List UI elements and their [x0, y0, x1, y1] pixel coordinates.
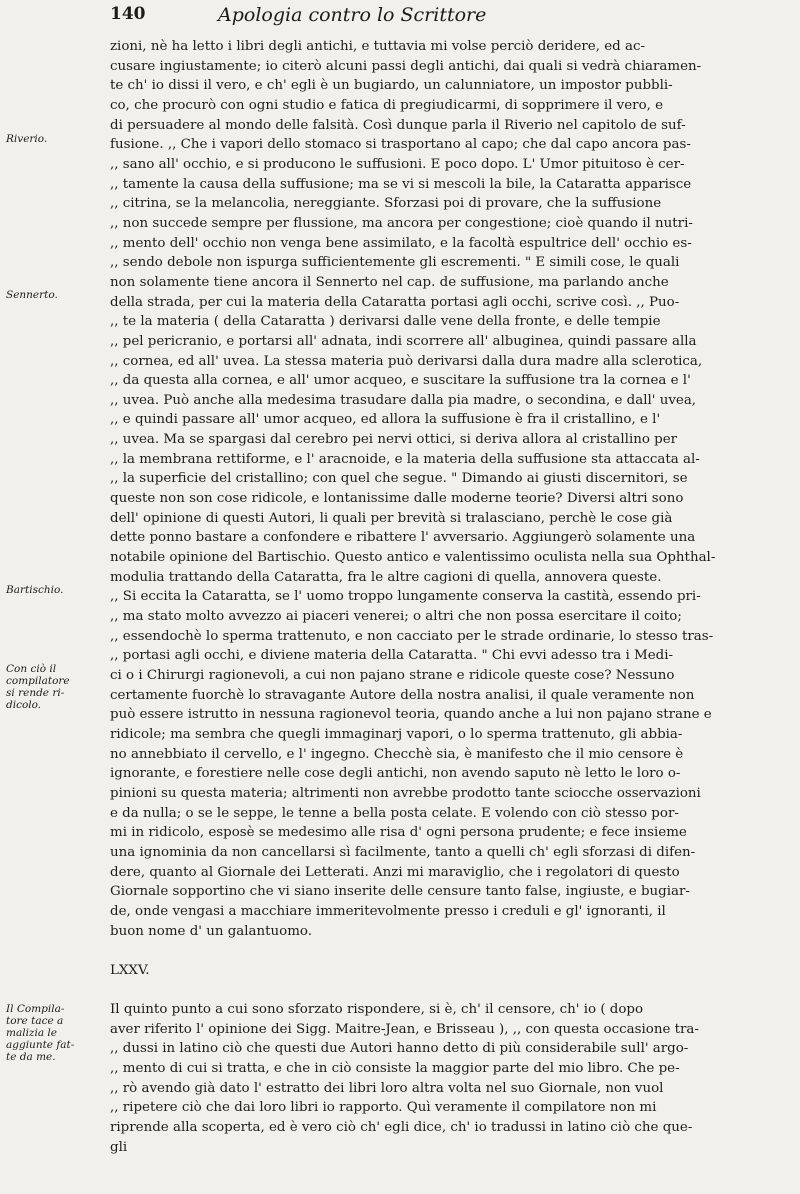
text-line: ,, citrina, se la melancolia, nereggiante. Sforzasi poi di provare, che la suffusione	[110, 196, 662, 212]
text-line: di persuadere al mondo delle falsità. Così dunque parla il Riverio nel capitolo de suf-	[110, 117, 686, 133]
text-line: dette ponno bastare a confondere e ribattere l' avversario. Aggiungerò solamente una	[110, 530, 696, 546]
text-line: ,, uvea. Ma se spargasi dal cerebro pei nervi ottici, si deriva allora al cristallino per	[110, 432, 678, 448]
text-line: ,, sano all' occhio, e si producono le suffusioni. E poco dopo. L' Umor pituitoso è cer-	[110, 156, 685, 172]
text-line: della strada, per cui la materia della Cataratta portasi agli occhi, scrive così. ,, Puo-	[110, 294, 680, 310]
text-line: ,, te la materia ( della Cataratta ) derivarsi dalle vene della fronte, e delle tempie	[110, 314, 661, 330]
text-line: zioni, nè ha letto i libri degli antichi, e tuttavia mi volse perciò deridere, ed ac-	[110, 39, 645, 54]
text-line: ignorante, e forestiere nelle cose degli antichi, non avendo saputo nè letto le loro o-	[110, 766, 681, 782]
text-line: modulia trattando della Cataratta, fra le altre cagioni di quella, annovera queste.	[110, 569, 662, 585]
text-line: ,, tamente la causa della suffusione; ma se vi si mescoli la bile, la Cataratta apparisce	[110, 176, 692, 192]
catchword	[110, 1157, 760, 1177]
text-line: gli	[110, 1139, 128, 1155]
text-line: può essere istrutto in nessuna ragionevol teoria, quando anche a lui non pajano strane e	[110, 707, 712, 723]
margin-note-riverio: Riverio.	[6, 133, 48, 145]
text-line: notabile opinione del Bartischio. Questo antico e valentissimo oculista nella sua Ophthal-	[110, 550, 716, 566]
text-line: ,, ripetere ciò che dai loro libri io rapporto. Quì veramente il compilatore non mi	[110, 1100, 657, 1116]
text-line: non solamente tiene ancora il Sennerto nel cap. de suffusione, ma parlando anche	[110, 274, 669, 290]
text-line: mi in ridicolo, esposè se medesimo alle risa d' ogni persona prudente; e fece insieme	[110, 825, 687, 841]
text-line: ,, mento dell' occhio non venga bene assimilato, e la facoltà espultrice dell' occhio es-	[110, 235, 692, 251]
text-line: ,, la superficie del cristallino; con quel che segue. " Dimando ai giusti discernitori, se	[110, 471, 688, 487]
page-header	[110, 4, 754, 30]
text-line: ridicole; ma sembra che quegli immaginarj vapori, o lo sperma trattenuto, gli abbia-	[110, 726, 683, 742]
text-line: pinioni su questa materia; altrimenti non avrebbe prodotto tante sciocche osservazioni	[110, 785, 701, 801]
text-line: ,, la membrana rettiforme, e l' aracnoide, e la materia della suffusione sta attaccata al-	[110, 451, 700, 467]
text-line: ,, da questa alla cornea, e all' umor acqueo, e suscitare la suffusione tra la cornea e l'	[110, 373, 691, 389]
text-line: ,, ma stato molto avvezzo ai piaceri venerei; o altri che non possa esercitare il coito;	[110, 609, 682, 625]
text-line: fusione. ,, Che i vapori dello stomaco si trasportano al capo; che dal capo ancora pas-	[110, 137, 691, 153]
text-line: certamente fuorchè lo stravagante Autore della nostra analisi, il quale veramente non	[110, 687, 695, 703]
text-line: buon nome d' un galantuomo.	[110, 923, 313, 939]
text-line: de, onde vengasi a macchiare immeritevolmente presso i creduli e gl' ignoranti, il	[110, 903, 666, 919]
text-line: ,, mento di cui si tratta, e che in ciò consiste la maggior parte del mio libro. Che pe-	[110, 1061, 680, 1077]
text-line: aver riferito l' opinione dei Sigg. Maitre-Jean, e Brisseau ), ,, con questa occasione tra-	[110, 1021, 699, 1037]
margin-note-maligno: Il Compila- tore tace a malizia le aggiunte fat- te da me.	[6, 1003, 75, 1063]
text-line: ,, Si eccita la Cataratta, se l' uomo troppo lungamente conserva la castità, essendo pri-	[110, 589, 701, 605]
text-line: ,, sendo debole non ispurga sufficientemente gli escrementi. " E simili cose, le quali	[110, 255, 680, 271]
text-line: ci o i Chirurgi ragionevoli, a cui non pajano strane e ridicole queste cose? Nessuno	[110, 668, 675, 683]
text-line: riprende alla scoperta, ed è vero ciò ch' egli dice, ch' io tradussi in latino ciò che que-	[110, 1120, 693, 1136]
blank-line: LXXV.	[110, 962, 150, 978]
text-line: una ignominia da non cancellarsi sì facilmente, tanto a quelli ch' egli sforzasi di difen-	[110, 844, 696, 860]
page-number: 140	[110, 4, 146, 24]
margin-note-sennerto: Sennerto.	[6, 289, 58, 301]
text-line	[110, 941, 760, 961]
text-line: co, che procurò con ogni studio e fatica di pregiudicarmi, di sopprimere il vero, e	[110, 97, 664, 113]
text-line: queste non son cose ridicole, e lontanissime dalle moderne teorie? Diversi altri sono	[110, 491, 684, 507]
margin-note-compilatore: Con ciò il compilatore si rende ri- dicolo.	[6, 663, 70, 711]
text-line: te ch' io dissi il vero, e ch' egli è un bugiardo, un calunniatore, un impostor pubbli-	[110, 78, 673, 94]
text-line: ,, dussi in latino ciò che questi due Autori hanno detto di più considerabile sull' argo-	[110, 1041, 689, 1057]
text-line: ,, essendochè lo sperma trattenuto, e non cacciato per le strade ordinarie, lo stesso tras-	[110, 628, 714, 644]
running-title: Apologia contro lo Scrittore	[218, 4, 487, 26]
margin-note-bartischio: Bartischio.	[6, 584, 64, 596]
text-line: ,, uvea. Può anche alla medesima trasudare dalla pia madre, o secondina, e dall' uvea,	[110, 392, 697, 408]
section-heading	[110, 981, 760, 1001]
text-line: dere, quanto al Giornale dei Letterati. Anzi mi maraviglio, che i regolatori di questo	[110, 864, 680, 880]
text-line: ,, cornea, ed all' uvea. La stessa materia può derivarsi dalla dura madre alla sclerotica,	[110, 353, 703, 369]
text-line: ,, rò avendo già dato l' estratto dei libri loro altra volta nel suo Giornale, non vuol	[110, 1080, 664, 1096]
text-line: e da nulla; o se le seppe, le tenne a bella posta celate. E volendo con ciò stesso por-	[110, 805, 679, 821]
text-line: dell' opinione di questi Autori, li quali per brevità si tralasciano, perchè le cose già	[110, 510, 673, 526]
main-text	[110, 37, 760, 1177]
text-line: cusare ingiustamente; io citerò alcuni passi degli antichi, dai quali si vedrà chiaramen-	[110, 58, 702, 74]
text-line: Giornale sopportino che vi siano inserite delle censure tanto false, ingiuste, e bugiar-	[110, 884, 690, 900]
text-line: ,, portasi agli occhi, e diviene materia della Cataratta. " Chi evvi adesso tra i Medi-	[110, 648, 674, 664]
text-line: ,, pel pericranio, e portarsi all' adnata, indi scorrere all' albuginea, quindi passare alla	[110, 333, 697, 349]
text-line: ,, non succede sempre per flussione, ma ancora per congestione; cioè quando il nutri-	[110, 215, 693, 231]
text-line: no annebbiato il cervello, e l' ingegno. Checchè sia, è manifesto che il mio censore è	[110, 746, 684, 762]
text-line: ,, e quindi passare all' umor acqueo, ed allora la suffusione è fra il cristallino, e l'	[110, 412, 661, 428]
blank-line: Il quinto punto a cui sono sforzato rispondere, si è, ch' il censore, ch' io ( dopo	[110, 1002, 644, 1018]
